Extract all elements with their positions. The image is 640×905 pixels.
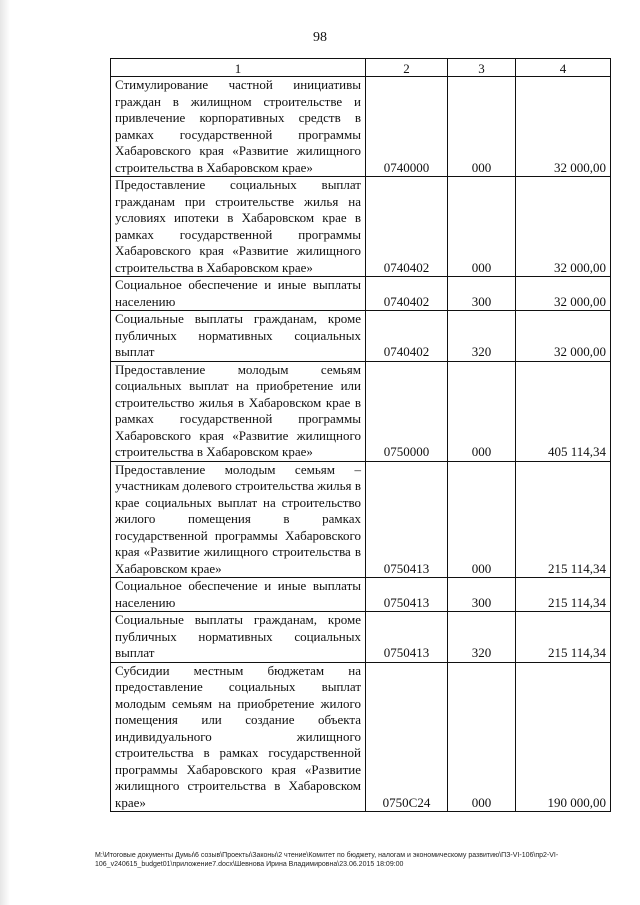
row-description: Социальное обеспечение и иные выплаты населению: [111, 277, 366, 311]
file-path-footer: [95, 851, 615, 869]
table-row: [111, 177, 611, 277]
row-code: 0750000: [366, 361, 448, 461]
row-amount: 190 000,00: [516, 662, 611, 812]
column-header: 1: [111, 59, 366, 77]
row-code: 0740402: [366, 277, 448, 311]
page-number: 98: [313, 30, 327, 45]
row-kind: 320: [448, 311, 516, 362]
row-kind: 300: [448, 277, 516, 311]
footer-line: 106_v240615_budget01\приложение7.docx\Шевнова Ирина Владимировна\23.06.2015 18:09:00: [95, 861, 404, 868]
header-row: [111, 59, 611, 77]
table-row: [111, 461, 611, 578]
row-code: 0750413: [366, 461, 448, 578]
row-code: 0750С24: [366, 662, 448, 812]
column-header: 4: [516, 59, 611, 77]
row-description: Социальные выплаты гражданам, кроме публичных нормативных социальных выплат: [111, 311, 366, 362]
row-kind: 000: [448, 77, 516, 177]
row-amount: 215 114,34: [516, 612, 611, 663]
row-description: Социальное обеспечение и иные выплаты населению: [111, 578, 366, 612]
row-kind: 000: [448, 177, 516, 277]
row-code: 0750413: [366, 578, 448, 612]
table-row: [111, 361, 611, 461]
row-description: Предоставление молодым семьям социальных выплат на приобретение или строительство жилья в Хабаровском крае в рамках государственной программы Хабаровского края «Развитие жилищного строительства в Хабаровском крае»: [111, 361, 366, 461]
column-header: 2: [366, 59, 448, 77]
row-kind: 000: [448, 361, 516, 461]
row-description: Стимулирование частной инициативы граждан в жилищном строительстве и привлечение корпоративных средств в рамках государственной программы Хабаровского края «Развитие жилищного строительства в Хабаровском крае»: [111, 77, 366, 177]
row-amount: 32 000,00: [516, 77, 611, 177]
row-code: 0750413: [366, 612, 448, 663]
row-description: Предоставление молодым семьям – участникам долевого строительства жилья в крае социальных выплат на строительство жилого помещения в рамках государственной программы Хабаровского края «Развитие жилищного строительства в Хабаровском крае»: [111, 461, 366, 578]
row-kind: 300: [448, 578, 516, 612]
row-amount: 32 000,00: [516, 177, 611, 277]
row-amount: 405 114,34: [516, 361, 611, 461]
footer-line: M:\Итоговые документы Думы\6 созыв\Проекты\Законы\2 чтение\Комитет по бюджету, налогам и экономическому развитию\ПЗ-VI-106\пр2-VI-: [95, 852, 559, 859]
row-code: 0740000: [366, 77, 448, 177]
row-description: Субсидии местным бюджетам на предоставление социальных выплат молодым семьям на приобретение жилого помещения или создание объекта индивидуального жилищного строительства в рамках государственной программы Хабаровского края «Развитие жилищного строительства в Хабаровском крае»: [111, 662, 366, 812]
table-row: [111, 612, 611, 663]
column-header: 3: [448, 59, 516, 77]
row-kind: 000: [448, 461, 516, 578]
row-amount: 215 114,34: [516, 578, 611, 612]
scan-edge: [0, 0, 10, 905]
row-amount: 32 000,00: [516, 311, 611, 362]
row-code: 0740402: [366, 311, 448, 362]
row-code: 0740402: [366, 177, 448, 277]
row-amount: 215 114,34: [516, 461, 611, 578]
row-kind: 320: [448, 612, 516, 663]
table-row: [111, 311, 611, 362]
budget-table: [110, 58, 611, 812]
row-kind: 000: [448, 662, 516, 812]
table-row: [111, 662, 611, 812]
row-amount: 32 000,00: [516, 277, 611, 311]
table-row: [111, 277, 611, 311]
row-description: Предоставление социальных выплат гражданам при строительстве жилья на условиях ипотеки в Хабаровском крае в рамках государственной программы Хабаровского края «Развитие жилищного строительства в Хабаровском крае»: [111, 177, 366, 277]
table-row: [111, 578, 611, 612]
row-description: Социальные выплаты гражданам, кроме публичных нормативных социальных выплат: [111, 612, 366, 663]
table-row: [111, 77, 611, 177]
